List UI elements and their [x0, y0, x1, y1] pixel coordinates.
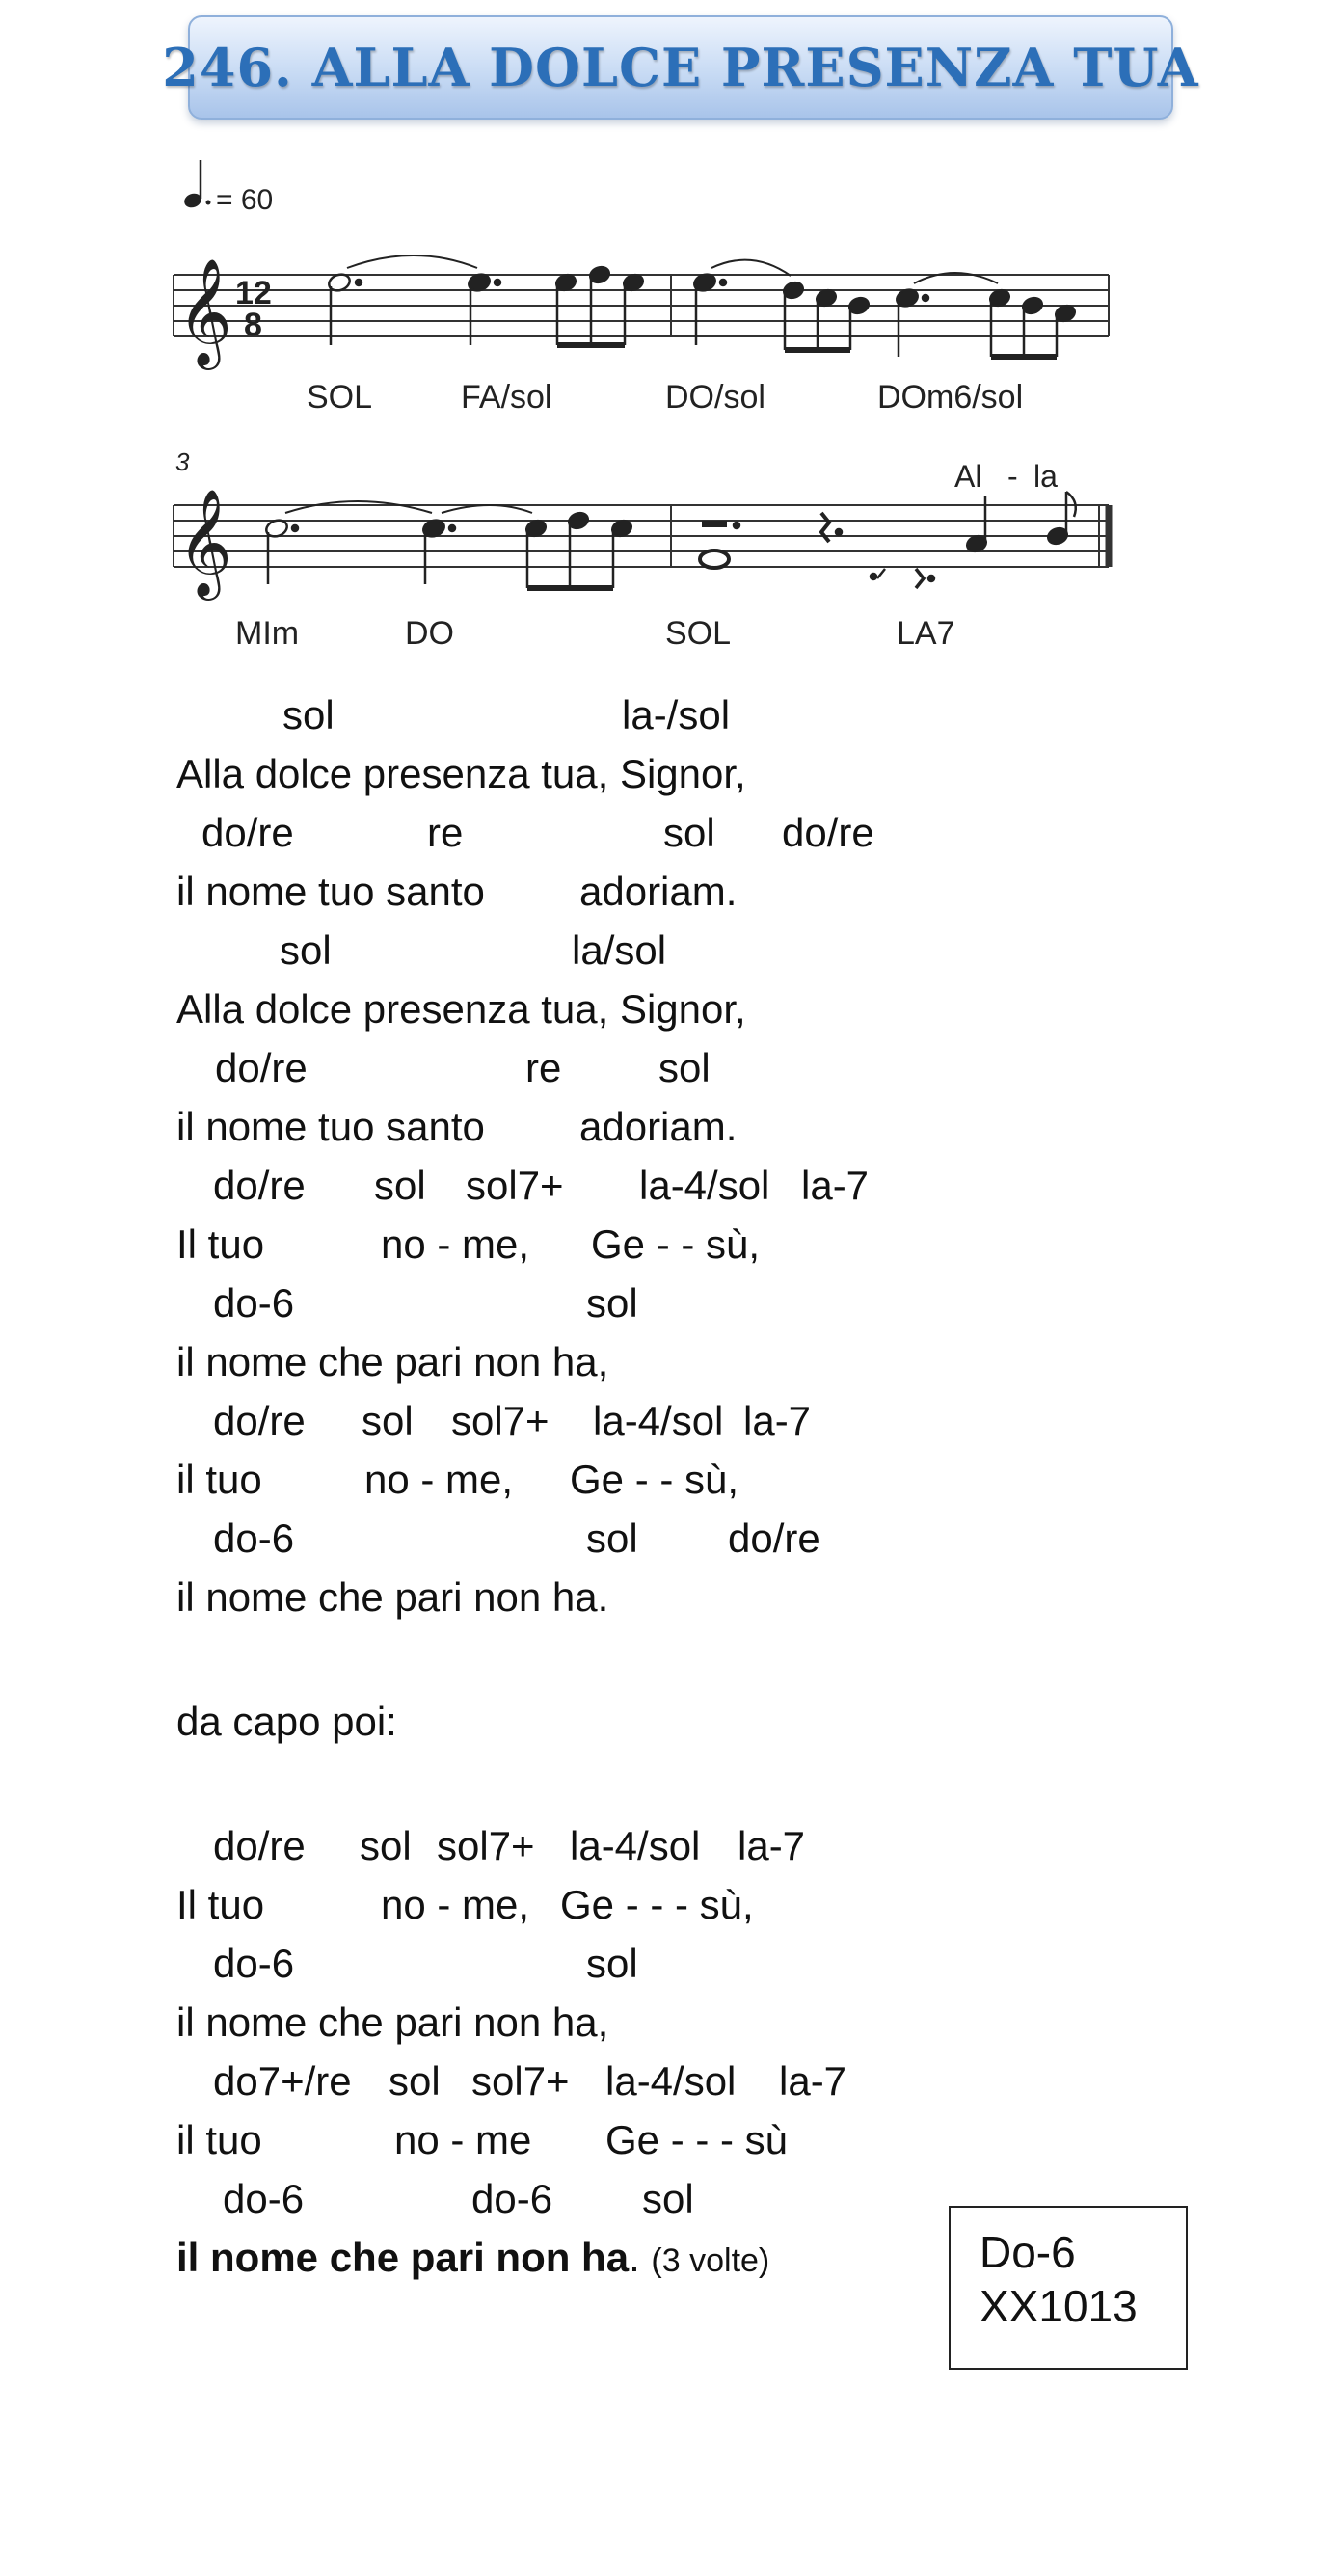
chord-root: do/ [728, 1516, 785, 1561]
lyric-text: il nome che pari non ha, [176, 1339, 609, 1384]
chord-code-box [949, 2206, 1188, 2370]
lyric-text: Ge - - - sù [605, 2117, 789, 2162]
chord-root: la-4/ [639, 1163, 718, 1208]
chord [639, 1163, 769, 1209]
chord [213, 1398, 306, 1444]
lyric-text: il tuo [176, 1457, 262, 1502]
chord-root: la-/ [622, 692, 679, 738]
chord: la-7 [738, 1823, 806, 1868]
score-chord-3: DO/sol [665, 379, 765, 416]
lyric-hyphen: - [1007, 459, 1018, 494]
tempo-text: = 60 [216, 184, 274, 216]
tempo-marking [182, 160, 273, 216]
notes-measure-3 [264, 501, 633, 588]
chord: sol [280, 927, 332, 973]
lyric-text: il tuo [176, 2117, 262, 2162]
chord: la-7 [779, 2058, 847, 2104]
final-lyric [176, 2235, 769, 2281]
chord-line [176, 692, 1092, 751]
chord-line [176, 1941, 1092, 1999]
score-chord-7: SOL [665, 615, 732, 652]
chord: la-7 [743, 1398, 812, 1443]
chord: sol [389, 2058, 441, 2104]
chord: sol [586, 1516, 638, 1561]
measure-number: 3 [175, 447, 190, 476]
score-chord-5: MIm [235, 615, 300, 652]
chord-root: la-4/ [570, 1823, 649, 1868]
chord-root: do/ [201, 810, 258, 855]
chord [782, 810, 874, 856]
chord-root: do/ [782, 810, 839, 855]
lyric-line [176, 2117, 1092, 2176]
chord-bass: sol [678, 692, 731, 738]
chord [605, 2058, 736, 2105]
chord: sol [282, 692, 335, 738]
chord: do-6 [213, 1280, 295, 1326]
staff-2 [174, 505, 1109, 567]
chord-bass: re [271, 1045, 308, 1090]
chord-root: la/ [572, 927, 615, 973]
lyric-text: no - me, [381, 1882, 530, 1927]
score-chord-1: SOL [307, 379, 373, 416]
lyric-text: il nome che pari non ha, [176, 1999, 609, 2045]
notes-measure-1 [327, 255, 645, 345]
chord-bass: sol [717, 1163, 770, 1208]
lyric-line [176, 1339, 1092, 1398]
lyric-text: il nome tuo santo [176, 869, 485, 914]
chord [215, 1045, 308, 1091]
code-box-code: XX1013 [980, 2281, 1138, 2331]
lyric-line [176, 869, 1092, 927]
lyric-line [176, 1457, 1092, 1516]
chord-root: do/ [213, 1163, 270, 1208]
chord-root: do7+/ [213, 2058, 316, 2104]
lyric-line [176, 1104, 1092, 1163]
chord-bass: sol [614, 927, 667, 973]
chord-root: la-4/ [605, 2058, 684, 2104]
lyric-line [176, 1221, 1092, 1280]
lyric-line [176, 1882, 1092, 1941]
chord: sol [586, 1280, 638, 1326]
chord: sol7+ [437, 1823, 535, 1868]
lyric-text: il nome che pari non ha. [176, 1574, 609, 1620]
chord-line [176, 1398, 1092, 1457]
lyric-text: no - me [394, 2117, 532, 2162]
lyric-text: no - me, [364, 1457, 514, 1502]
chord-line [176, 2058, 1092, 2117]
chord-bass: re [269, 1823, 306, 1868]
lyrics-with-chords [176, 692, 1092, 2294]
chord-root: do/ [215, 1045, 272, 1090]
chord-bass: re [315, 2058, 352, 2104]
chord: la-7 [801, 1163, 870, 1208]
chord-line [176, 927, 1092, 986]
score-chord-2: FA/sol [461, 379, 552, 416]
chord: sol [586, 1941, 638, 1986]
lyric-text: Il tuo [176, 1882, 265, 1927]
chord [572, 927, 666, 974]
chord-root: do/ [213, 1823, 270, 1868]
chord-bass: sol [671, 1398, 724, 1443]
score-chord-6: DO [405, 615, 454, 652]
lyric-text: Ge - - sù, [591, 1221, 761, 1267]
time-sig-top: 12 [235, 275, 272, 311]
lyric-text: no - me, [381, 1221, 530, 1267]
title-banner [162, 15, 1199, 120]
chord: sol7+ [451, 1398, 550, 1443]
chord-bass: re [257, 810, 294, 855]
chord: re [427, 810, 464, 855]
lyric-line [176, 1999, 1092, 2058]
lyric-text: Alla dolce presenza tua, Signor, [176, 986, 746, 1032]
repeat-note: (3 volte) [651, 2242, 770, 2279]
chord: sol [642, 2176, 694, 2221]
score-chord-4: DOm6/sol [877, 379, 1024, 416]
chord: re [525, 1045, 562, 1090]
chord: sol7+ [471, 2058, 570, 2104]
chord: sol [374, 1163, 426, 1208]
chord-bass: re [784, 1516, 820, 1561]
lyric-text: Alla dolce presenza tua, Signor, [176, 751, 746, 796]
chord [213, 2058, 352, 2105]
lyric-line [176, 751, 1092, 810]
chord-bass: re [838, 810, 874, 855]
lyric-text: Ge - - - sù, [560, 1882, 754, 1927]
chord [728, 1516, 820, 1562]
code-box-chord: Do-6 [980, 2227, 1076, 2277]
treble-clef-icon-2: 𝄞 [177, 491, 232, 594]
score-chord-8: LA7 [897, 615, 955, 652]
lyric-line [176, 986, 1092, 1045]
chord: do-6 [213, 1516, 295, 1561]
chord: sol [360, 1823, 412, 1868]
lyric-punct: . [629, 2235, 640, 2280]
lyric-text-bold: il nome che pari non ha [176, 2235, 630, 2280]
time-sig-bottom: 8 [244, 307, 262, 343]
chord-bass: re [269, 1163, 306, 1208]
chord [622, 692, 730, 738]
chord-line [176, 1823, 1092, 1882]
song-title: 246. ALLA DOLCE PRESENZA TUA [162, 37, 1199, 98]
chord-root: do/ [213, 1398, 270, 1443]
lyric-text: adoriam. [579, 1104, 738, 1149]
chord-root: la-4/ [593, 1398, 672, 1443]
chord [201, 810, 294, 856]
chord [593, 1398, 723, 1444]
chord: sol [658, 1045, 711, 1090]
chord-bass: sol [648, 1823, 701, 1868]
lyric-line [176, 1574, 1092, 1633]
chord: sol7+ [466, 1163, 564, 1208]
lyric-syllable-2: la [1033, 459, 1058, 494]
chord-bass: re [269, 1398, 306, 1443]
chord: do-6 [213, 1941, 295, 1986]
chord-line [176, 1045, 1092, 1104]
chord [213, 1163, 306, 1209]
chord: sol [362, 1398, 414, 1443]
treble-clef-icon: 𝄞 [177, 260, 232, 363]
chord-line [176, 1163, 1092, 1221]
chord: do-6 [223, 2176, 305, 2221]
lyric-text: Il tuo [176, 1221, 265, 1267]
lyric-text: adoriam. [579, 869, 738, 914]
lyric-syllable-1: Al [954, 459, 982, 494]
chord: sol [663, 810, 715, 855]
da-capo-text: da capo poi: [176, 1699, 397, 1744]
chord [570, 1823, 700, 1869]
chord-line [176, 810, 1092, 869]
chord-bass: sol [684, 2058, 737, 2104]
da-capo-line [176, 1699, 1092, 1758]
chord-line [176, 1280, 1092, 1339]
lyric-text: il nome tuo santo [176, 1104, 485, 1149]
lyric-text: Ge - - sù, [570, 1457, 739, 1502]
chord-line [176, 1516, 1092, 1574]
chord [213, 1823, 306, 1869]
sheet-music [0, 154, 1342, 656]
chord: do-6 [471, 2176, 553, 2221]
